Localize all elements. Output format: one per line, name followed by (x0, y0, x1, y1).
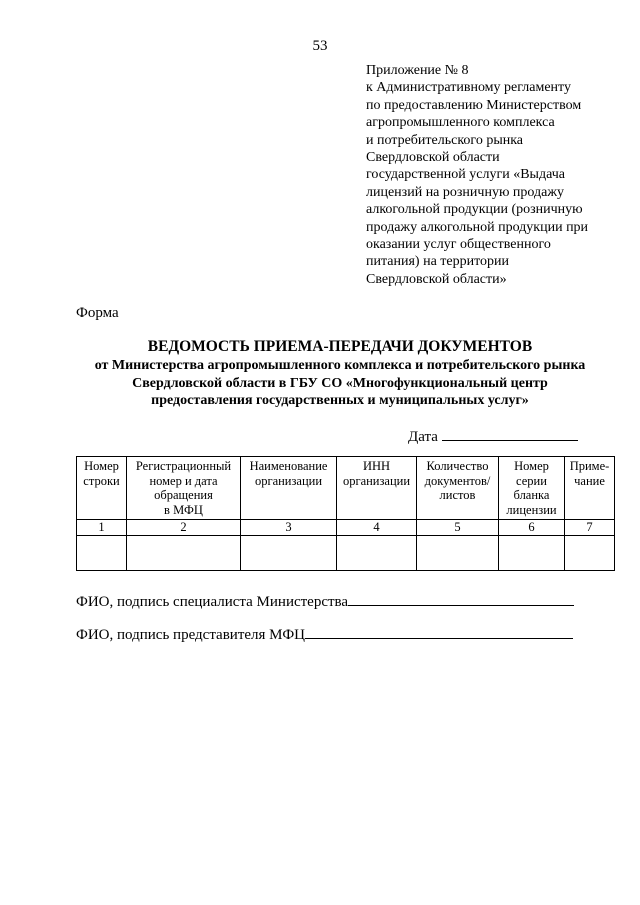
appendix-line: Приложение № 8 (366, 63, 469, 78)
appendix-line: государственной услуги «Выдача (366, 167, 565, 183)
appendix-block (366, 62, 616, 288)
appendix-line: по предоставлению Министерством (366, 97, 582, 113)
column-header-inn: ИНН организации (337, 457, 417, 520)
column-header-license-form-number: Номер серии бланка лицензии (499, 457, 565, 520)
appendix-line: продажу алкогольной продукции при (366, 219, 589, 235)
appendix-line: Свердловской области» (366, 271, 507, 287)
ministry-signature-label: ФИО, подпись специалиста Министерства (76, 594, 349, 610)
table-cell[interactable] (337, 536, 417, 571)
mfc-signature-line[interactable] (305, 624, 573, 639)
appendix-line: алкогольной продукции (розничную (366, 202, 583, 218)
document-heading (60, 337, 620, 410)
column-number: 6 (499, 520, 565, 536)
document-subtitle-line: от Министерства агропромышленного комплекса и потребительского рынка (94, 358, 586, 373)
appendix-line: питания) на территории (366, 254, 510, 270)
column-header-organization-name: Наименование организации (241, 457, 337, 520)
column-header-registration: Регистрационный номер и дата обращения в МФЦ (127, 457, 241, 520)
table-cell[interactable] (241, 536, 337, 571)
ministry-signature-row (76, 591, 574, 611)
date-row (408, 426, 578, 446)
form-label: Форма (76, 305, 119, 321)
table-cell[interactable] (565, 536, 615, 571)
column-header-note: Приме- чание (565, 457, 615, 520)
date-label: Дата (408, 429, 438, 445)
table-row (77, 536, 615, 571)
table-cell[interactable] (499, 536, 565, 571)
mfc-signature-label: ФИО, подпись представителя МФЦ (76, 627, 305, 643)
column-number: 1 (77, 520, 127, 536)
appendix-line: к Административному регламенту (366, 80, 571, 96)
appendix-line: оказании услуг общественного (366, 237, 551, 253)
column-header-document-count: Количество документов/ листов (417, 457, 499, 520)
appendix-line: и потребительского рынка (366, 132, 524, 148)
ministry-signature-line[interactable] (348, 591, 574, 606)
document-title: ВЕДОМОСТЬ ПРИЕМА-ПЕРЕДАЧИ ДОКУМЕНТОВ (147, 338, 533, 355)
page-number: 53 (312, 38, 328, 54)
table-cell[interactable] (417, 536, 499, 571)
table-cell[interactable] (77, 536, 127, 571)
appendix-line: агропромышленного комплекса (366, 115, 555, 131)
column-header-row-number: Номер строки (77, 457, 127, 520)
date-field-line[interactable] (442, 426, 578, 441)
document-subtitle-line: предоставления государственных и муниципальных услуг» (151, 393, 529, 409)
register-table (76, 456, 615, 571)
column-number: 7 (565, 520, 615, 536)
column-number: 3 (241, 520, 337, 536)
column-number: 2 (127, 520, 241, 536)
table-header-row (77, 457, 615, 520)
document-subtitle-line: Свердловской области в ГБУ СО «Многофункциональный центр (132, 375, 548, 391)
appendix-line: лицензий на розничную продажу (366, 184, 565, 200)
column-number: 4 (337, 520, 417, 536)
column-number: 5 (417, 520, 499, 536)
appendix-line: Свердловской области (366, 150, 500, 166)
column-number-row (77, 520, 615, 536)
mfc-signature-row (76, 624, 573, 644)
table-cell[interactable] (127, 536, 241, 571)
